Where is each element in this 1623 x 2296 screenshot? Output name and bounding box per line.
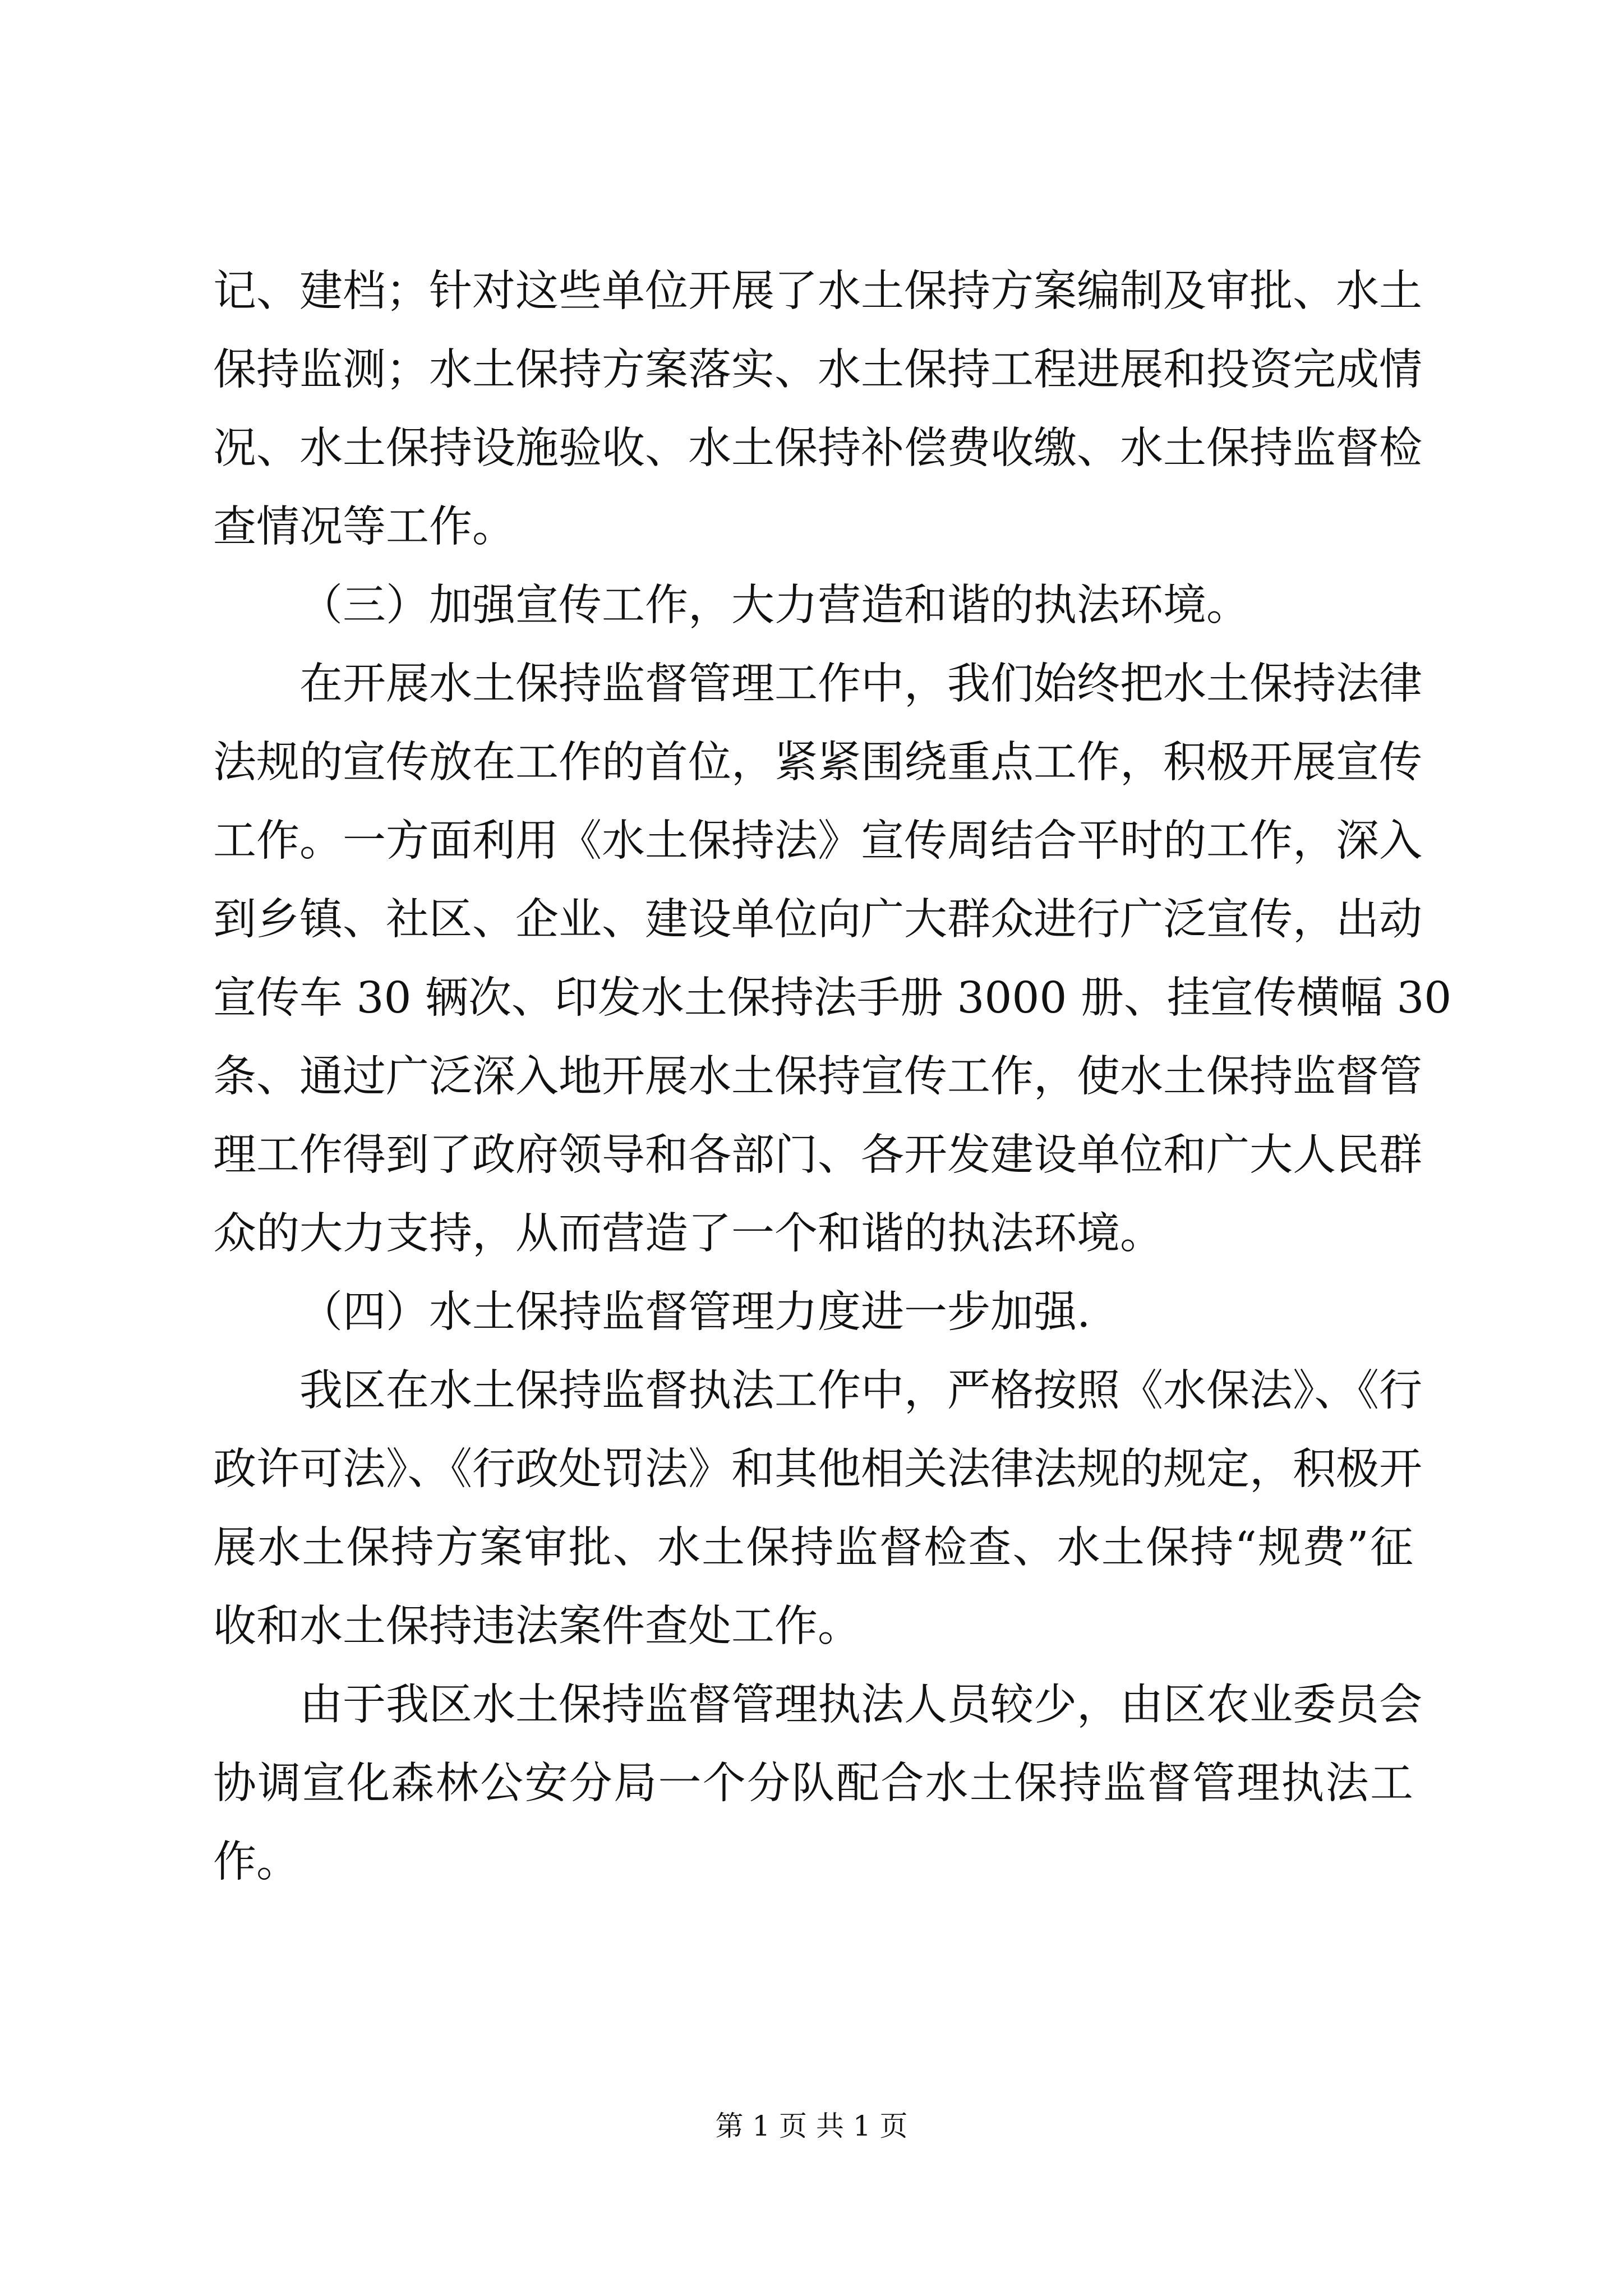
text-line: 宣传车 30 辆次、印发水土保持法手册 3000 册、挂宣传横幅 30: [213, 973, 1452, 1023]
page-footer: [0, 2106, 1623, 2146]
text-line: 保持监测；水土保持方案落实、水土保持工程进展和投资完成情: [213, 345, 1422, 395]
text-line: 展水土保持方案审批、水土保持监督检查、水土保持“规费”征: [213, 1523, 1413, 1573]
text-line: 工作。一方面利用《水土保持法》宣传周结合平时的工作，深入: [213, 816, 1422, 866]
text-line: 法规的宣传放在工作的首位，紧紧围绕重点工作，积极开展宣传: [213, 738, 1422, 788]
text-line: 条、通过广泛深入地开展水土保持宣传工作，使水土保持监督管: [213, 1052, 1422, 1102]
text-line: 收和水土保持违法案件查处工作。: [213, 1602, 861, 1651]
document-body: [213, 252, 1452, 1902]
text-line: 作。: [213, 1837, 299, 1887]
page-number-label: 第 1 页 共 1 页: [715, 2110, 908, 2142]
text-line: 况、水土保持设施验收、水土保持补偿费收缴、水土保持监督检: [213, 424, 1422, 473]
text-line: 在开展水土保持监督管理工作中，我们始终把水土保持法律: [299, 659, 1422, 709]
text-line: 协调宣化森林公安分局一个分队配合水土保持监督管理执法工: [213, 1759, 1413, 1809]
text-line: 我区在水土保持监督执法工作中，严格按照《水保法》、《行: [299, 1366, 1422, 1416]
text-line: 众的大力支持，从而营造了一个和谐的执法环境。: [213, 1209, 1163, 1259]
section-heading: （四）水土保持监督管理力度进一步加强.: [299, 1287, 1091, 1337]
section-heading: （三）加强宣传工作，大力营造和谐的执法环境。: [299, 581, 1249, 631]
text-line: 记、建档；针对这些单位开展了水土保持方案编制及审批、水土: [213, 266, 1422, 316]
text-line: 由于我区水土保持监督管理执法人员较少，由区农业委员会: [299, 1680, 1422, 1730]
text-line: 理工作得到了政府领导和各部门、各开发建设单位和广大人民群: [213, 1130, 1422, 1180]
text-line: 政许可法》、《行政处罚法》和其他相关法律法规的规定，积极开: [213, 1444, 1422, 1494]
text-line: 到乡镇、社区、企业、建设单位向广大群众进行广泛宣传，出动: [213, 895, 1422, 945]
text-line: 查情况等工作。: [213, 502, 515, 552]
